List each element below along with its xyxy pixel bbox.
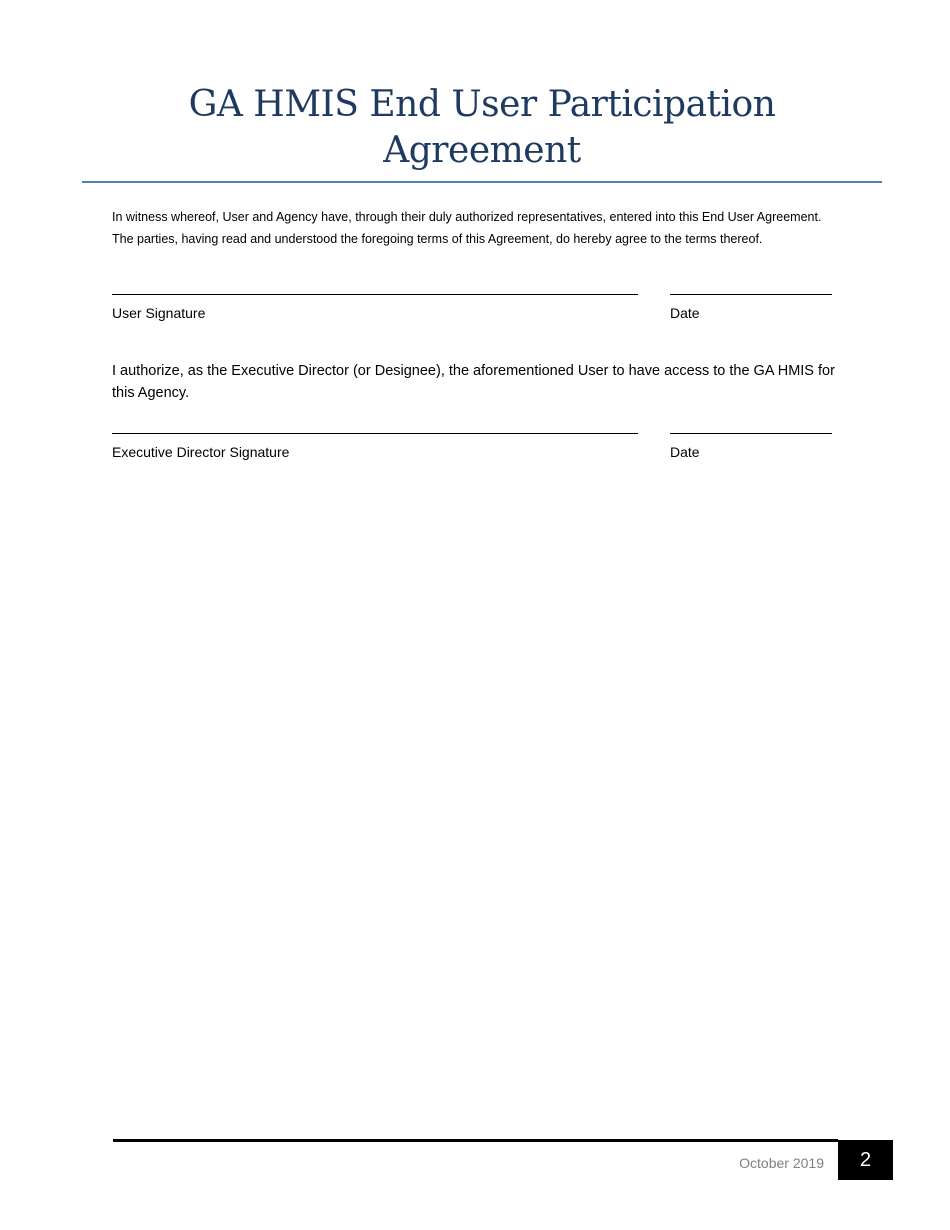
footer-rule	[113, 1139, 838, 1142]
page-title	[82, 82, 882, 174]
page-number: 2	[838, 1140, 893, 1180]
user-signature-line	[112, 294, 638, 295]
director-date-line	[670, 433, 832, 434]
title-divider	[82, 181, 882, 183]
director-signature-line	[112, 433, 638, 434]
witness-paragraph: In witness whereof, User and Agency have, through their duly authorized representatives, entered into this End User Agreement. The parties, having read and understood the foregoing terms of this Agreement, do hereby agree to the terms thereof.	[112, 210, 822, 246]
director-signature-label: Executive Director Signature	[112, 444, 290, 460]
title-line-2: Agreement	[383, 130, 581, 171]
user-date-line	[670, 294, 832, 295]
title-line-1: GA HMIS End User Participation	[188, 84, 776, 125]
user-date-label: Date	[670, 305, 700, 321]
authorization-paragraph: I authorize, as the Executive Director (or Designee), the aforementioned User to have access to the GA HMIS for this Agency.	[112, 363, 835, 401]
user-signature-label: User Signature	[112, 305, 206, 321]
footer-date: October 2019	[739, 1155, 824, 1171]
director-date-label: Date	[670, 444, 700, 460]
